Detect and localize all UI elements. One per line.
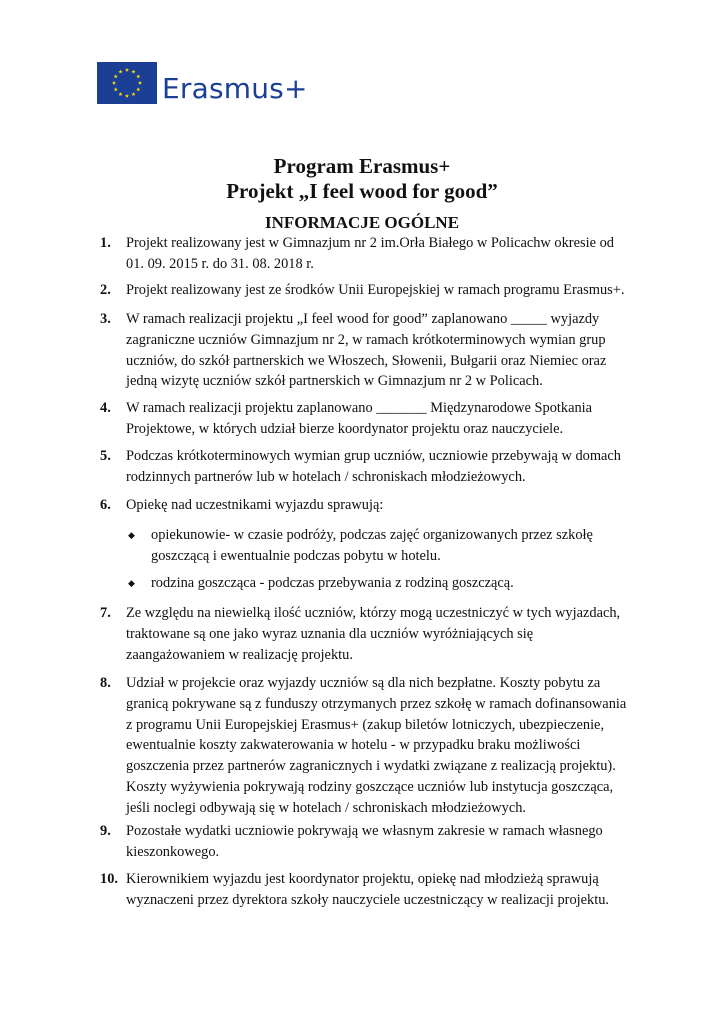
eu-stars [97,62,157,104]
title-line-2: Projekt „I feel wood for good” [226,179,498,203]
eu-flag-icon [97,62,157,104]
sub-item-1 [128,525,628,567]
section-heading: INFORMACJE OGÓLNE [264,213,460,232]
item-text: Podczas krótkoterminowych wymian grup uczniów, uczniowie przebywają w domach rodzinnych partnerów lub w hotelach / schroniskach młodzieżowych. [126,448,621,485]
star-icon [136,74,140,78]
erasmus-logo [97,62,308,104]
item-text: Ze względu na niewielką ilość uczniów, którzy mogą uczestniczyć w tych wyjazdach, traktowane są one jako wyraz uznania dla uczniów wyróżniających się zaangażowaniem w realizację projektu. [126,605,621,663]
item-number: 3. [100,311,111,327]
title-line-1: Program Erasmus+ [273,154,451,178]
item-text: Projekt realizowany jest ze środków Unii Europejskiej w ramach programu Erasmus+. [126,282,625,298]
star-icon [125,94,129,98]
star-icon [118,70,122,74]
list-item-3 [100,309,630,392]
star-icon [131,70,135,74]
item-number: 10. [100,871,118,887]
item-text: Kierownikiem wyjazdu jest koordynator projektu, opiekę nad młodzieżą sprawują wyznaczeni przez dyrektora szkoły nauczyciele uczestniczący w realizacji projektu. [126,871,610,908]
list-item-2 [100,280,630,301]
list-item-8 [100,673,630,819]
list-item-6 [100,495,630,516]
diamond-bullet-icon: ◆ [128,530,135,540]
list-item-4 [100,398,630,440]
sub-item-text: opiekunowie- w czasie podróży, podczas zajęć organizowanych przez szkołę goszczącą i ewentualnie podczas pobytu w hotelu. [151,527,593,564]
star-icon [136,87,140,91]
sub-item-2 [128,573,628,594]
diamond-bullet-icon: ◆ [128,578,135,588]
star-icon [138,81,142,85]
star-icon [112,81,116,85]
star-icon [118,92,122,96]
item-number: 2. [100,282,111,298]
document-title [0,154,724,204]
item-number: 4. [100,400,111,416]
list-item-7 [100,603,630,665]
item-text: Udział w projekcie oraz wyjazdy uczniów są dla nich bezpłatne. Koszty pobytu za granicą pokrywane są z funduszy otrzymanych przez szkołę w ramach dofinansowania z programu Unii Europejskiej Erasmus+ (zakup biletów lotniczych, ubezpieczenie, ewentualnie koszty zakwaterowania w hotelu - w przypadku braku możliwości goszczenia przez partnerów zagranicznych i wydatki związane z realizacją projektu). Koszty wyżywienia pokrywają rodziny goszczące uczniów lub instytucja goszcząca, jeśli noclegi odbywają się w hotelach / schroniskach młodzieżowych. [126,675,627,816]
list-item-1 [100,233,630,275]
item-number: 1. [100,235,111,251]
item-number: 5. [100,448,111,464]
item-number: 7. [100,605,111,621]
star-icon [114,74,118,78]
item-text: Projekt realizowany jest w Gimnazjum nr 2 im.Orła Białego w Policachw okresie od 01. 09. 2015 r. do 31. 08. 2018 r. [126,235,614,272]
item-text: Pozostałe wydatki uczniowie pokrywają we własnym zakresie w ramach własnego kieszonkowego. [126,823,603,860]
star-icon [114,87,118,91]
list-item-10 [100,869,630,911]
list-item-5 [100,446,630,488]
item-text: W ramach realizacji projektu zaplanowano _______ Międzynarodowe Spotkania Projektowe, w których udział bierze koordynator projektu oraz nauczyciele. [126,400,593,437]
brand-text: Erasmus+ [162,72,308,105]
sub-item-text: rodzina goszcząca - podczas przebywania z rodziną goszczącą. [151,575,514,591]
item-number: 8. [100,675,111,691]
item-text: W ramach realizacji projektu „I feel wood for good” zaplanowano _____ wyjazdy zagraniczne uczniów Gimnazjum nr 2, w ramach krótkoterminowych wymian grup uczniów, do szkół partnerskich we Włoszech, Słowenii, Bułgarii oraz Niemiec oraz jedną wizytę uczniów szkół partnerskich w Gimnazjum nr 2 w Policach. [126,311,607,390]
item-text: Opiekę nad uczestnikami wyjazdu sprawują: [126,497,384,513]
item-number: 6. [100,497,111,513]
star-icon [131,92,135,96]
item-number: 9. [100,823,111,839]
list-item-9 [100,821,630,863]
star-icon [125,68,129,72]
